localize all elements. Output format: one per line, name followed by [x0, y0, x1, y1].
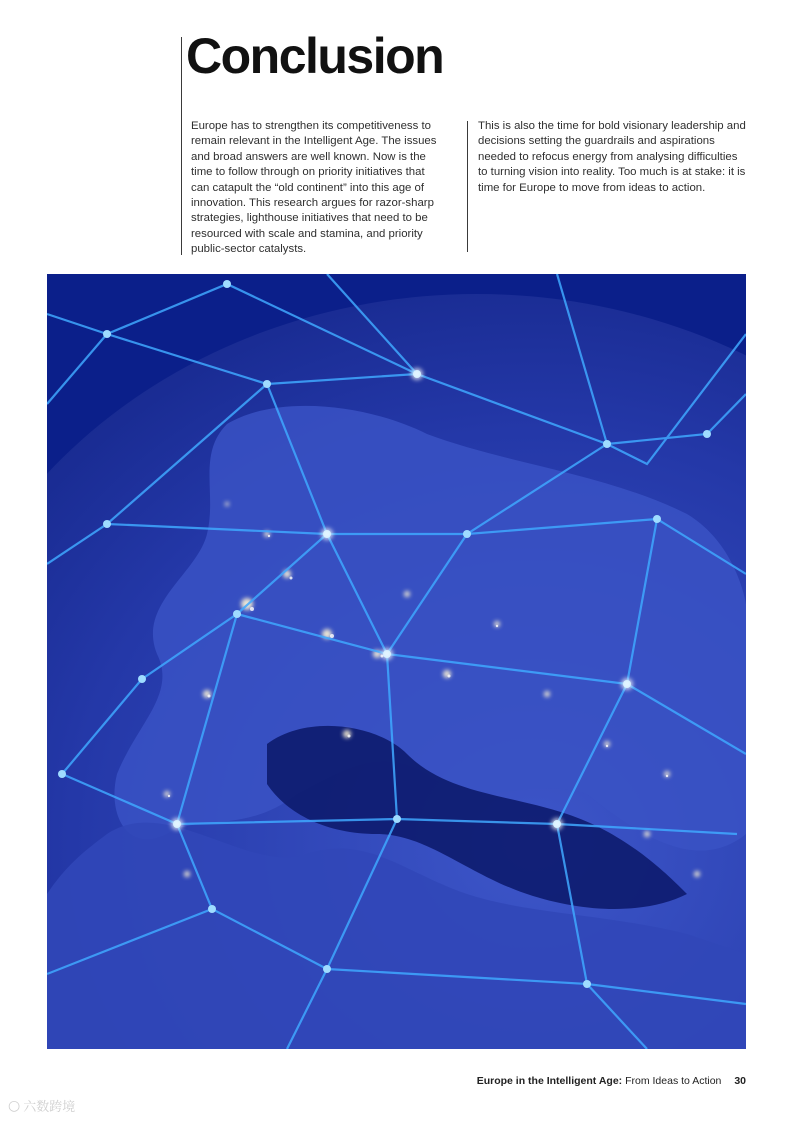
- title-rule: [181, 37, 182, 255]
- page-footer: [477, 1075, 746, 1087]
- column-divider: [467, 121, 468, 252]
- watermark-logo-icon: ○: [8, 1097, 21, 1114]
- page-number: 30: [734, 1075, 746, 1087]
- footer-report-title: Europe in the Intelligent Age:: [476, 1075, 623, 1087]
- watermark-text: 六数跨境: [23, 1099, 76, 1114]
- body-text-right: This is also the time for bold visionary leadership and decisions setting the guardrails and aspirations needed to refocus energy from analysing difficulties to turning vision into reality. Too much is at stake: it is time for Europe to move from ideas to action.: [478, 120, 746, 194]
- page-title: Conclusion: [186, 28, 444, 84]
- watermark: [8, 1096, 75, 1115]
- body-text-left: Europe has to strengthen its competitiveness to remain relevant in the Intelligent Age. The issues and broad answers are well known. Now is the time to follow through on priority initiatives that can catapult the “old continent” into this age of innovation. This research argues for razor-sharp strategies, lighthouse initiatives that need to be resourced with scale and stamina, and priority public-sector catalysts.: [191, 120, 437, 256]
- footer-report-subtitle: From Ideas to Action: [625, 1075, 722, 1087]
- hero-image-europe-network: [47, 274, 746, 1049]
